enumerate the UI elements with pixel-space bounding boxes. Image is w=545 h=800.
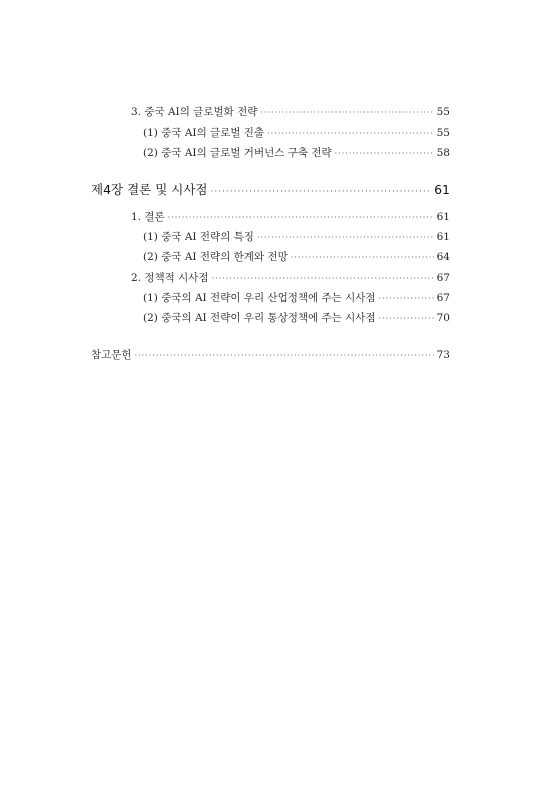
dot-leader — [212, 274, 434, 283]
toc-label: (1) 중국 AI 전략의 특징 — [143, 231, 254, 243]
toc-label: (2) 중국 AI 전략의 한계와 전망 — [143, 251, 288, 263]
toc-entry-conclusion-1-2[interactable] — [143, 249, 450, 264]
dot-leader — [257, 233, 434, 242]
toc-label: 3. 중국 AI의 글로벌화 전략 — [131, 106, 258, 118]
toc-entry-chapter-4[interactable] — [91, 180, 450, 198]
toc-page-number: 55 — [436, 127, 450, 139]
toc-entry-references[interactable] — [91, 347, 450, 362]
toc-entry-conclusion-2-2[interactable] — [143, 310, 450, 325]
dot-leader — [260, 108, 433, 117]
toc-entry-conclusion-1-1[interactable] — [143, 229, 450, 244]
toc-page-number: 70 — [436, 312, 450, 324]
dot-leader — [379, 294, 434, 303]
toc-page-number: 61 — [436, 211, 450, 223]
toc-label: (2) 중국의 AI 전략이 우리 통상정책에 주는 시사점 — [143, 312, 376, 324]
toc-label: 2. 정책적 시사점 — [131, 272, 209, 284]
dot-leader — [168, 213, 434, 222]
dot-leader — [135, 351, 434, 360]
toc-label: (2) 중국 AI의 글로벌 거버넌스 구축 전략 — [143, 147, 332, 159]
toc-label: (1) 중국의 AI 전략이 우리 산업정책에 주는 시사점 — [143, 292, 376, 304]
toc-entry-conclusion-2-1[interactable] — [143, 290, 450, 305]
toc-page-number: 61 — [434, 182, 450, 197]
toc-chapter-label: 제4장 결론 및 시사점 — [91, 182, 208, 197]
toc-page-number: 61 — [436, 231, 450, 243]
dot-leader — [210, 187, 431, 197]
dot-leader — [267, 129, 434, 138]
toc-entry-section-3-1[interactable] — [143, 125, 450, 140]
dot-leader — [379, 314, 434, 323]
toc-entry-conclusion-1[interactable] — [131, 209, 450, 224]
toc-label: (1) 중국 AI의 글로벌 진출 — [143, 127, 265, 139]
toc-page-number: 55 — [436, 106, 450, 118]
dot-leader — [291, 253, 434, 262]
toc-entry-section-3[interactable] — [131, 104, 450, 119]
toc-page-number: 73 — [436, 349, 450, 361]
toc-label: 1. 결론 — [131, 211, 165, 223]
toc-page-number: 64 — [436, 251, 450, 263]
dot-leader — [335, 149, 434, 158]
toc-page-number: 67 — [436, 272, 450, 284]
toc-label: 참고문헌 — [91, 349, 132, 361]
toc-page-number: 67 — [436, 292, 450, 304]
toc-entry-conclusion-2[interactable] — [131, 270, 450, 285]
toc-page-number: 58 — [436, 147, 450, 159]
toc-entry-section-3-2[interactable] — [143, 145, 450, 160]
